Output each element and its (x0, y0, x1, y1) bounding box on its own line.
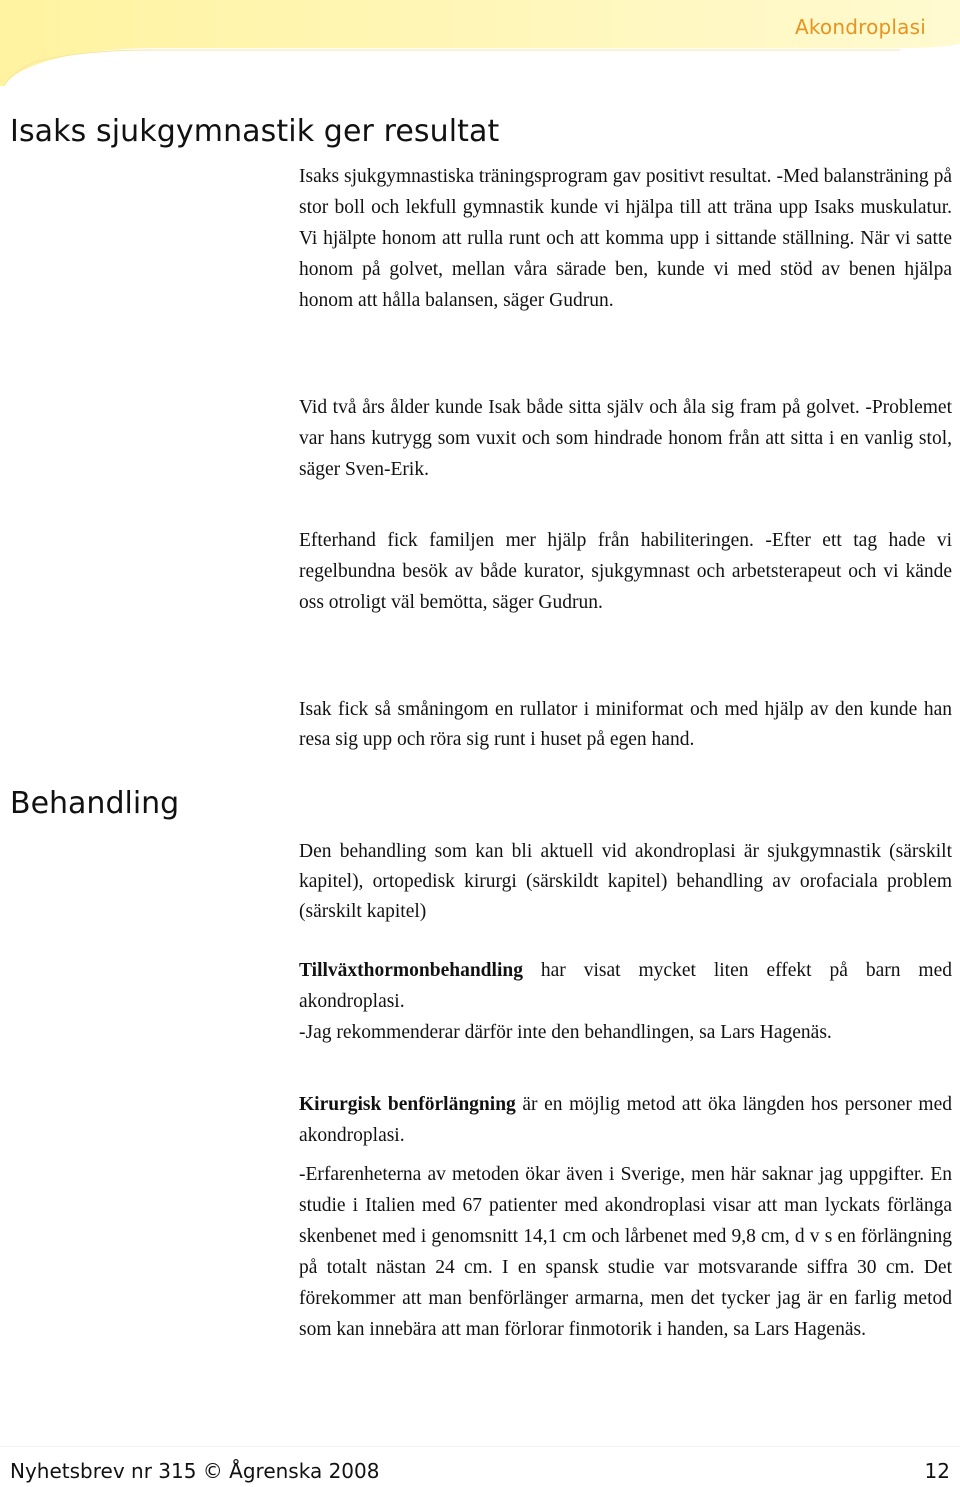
paragraph (299, 525, 952, 618)
paragraph (299, 161, 952, 316)
paragraph (299, 1159, 952, 1345)
paragraph (299, 1089, 952, 1151)
paragraph-text: -Jag rekommenderar därför inte den behandlingen, sa Lars Hagenäs. (299, 1022, 832, 1043)
paragraph-text: Efterhand fick familjen mer hjälp från habiliteringen. -Efter ett tag hade vi regelbundna besök av både kurator, sjukgymnast och arbetsterapeut och vi kände oss otroligt väl bemötta, säger Gudrun. (299, 530, 952, 613)
paragraph-text: Isak fick så småningom en rullator i miniformat och med hjälp av den kunde han resa sig upp och röra sig runt i huset på egen hand. (299, 699, 952, 750)
paragraph-text (299, 1089, 952, 1151)
paragraph-text: Vid två års ålder kunde Isak både sitta själv och åla sig fram på golvet. -Problemet var hans kutrygg som vuxit och som hindrade honom från att sitta i en vanlig stol, säger Sven-Erik. (299, 397, 952, 480)
header-title: Akondroplasi (794, 15, 926, 39)
paragraph (299, 392, 952, 485)
paragraph (299, 695, 952, 755)
paragraph-text (299, 955, 952, 1017)
paragraph-text: Den behandling som kan bli aktuell vid akondroplasi är sjukgymnastik (särskilt kapitel), ortopedisk kirurgi (särskildt kapitel) behandling av orofaciala problem (särskilt kapitel) (299, 841, 952, 922)
page-number: 12 (924, 1459, 950, 1483)
bold-term: Tillväxthormonbehandling (299, 960, 523, 981)
paragraph (299, 837, 952, 927)
header-banner (0, 0, 960, 86)
footer-publication: Nyhetsbrev nr 315 © Ågrenska 2008 (10, 1459, 380, 1483)
banner-shape (0, 0, 960, 86)
bold-term: Kirurgisk benförlängning (299, 1094, 516, 1115)
footer-divider (0, 1446, 960, 1447)
section-heading-behandling: Behandling (10, 786, 180, 821)
paragraph (299, 955, 952, 1048)
paragraph-continuation: har visat mycket liten effekt på barn med akondroplasi. (299, 960, 952, 1012)
section-heading-isak: Isaks sjukgymnastik ger resultat (10, 114, 500, 149)
paragraph-text: -Erfarenheterna av metoden ökar även i Sverige, men här saknar jag uppgifter. En studie i Italien med 67 patienter med akondroplasi visar att man lyckats förlänga skenbenet med i genomsnitt 14,1 cm och lårbenet med 9,8 cm, d v s en förlängning på totalt nästan 24 cm. I en spansk studie var motsvarande siffra 30 cm. Det förekommer att man benförlänger armarna, men det tycker jag är en farlig metod som kan innebära att man förlorar finmotorik i handen, sa Lars Hagenäs. (299, 1164, 952, 1340)
paragraph-text: Isaks sjukgymnastiska träningsprogram gav positivt resultat. -Med balansträning på stor boll och lekfull gymnastik kunde vi hjälpa till att träna upp Isaks muskulatur. Vi hjälpte honom att rulla runt och att komma upp i sittande ställning. När vi satte honom på golvet, mellan våra särade ben, kunde vi med stöd av benen hjälpa honom att hålla balansen, säger Gudrun. (299, 166, 952, 311)
paragraph-continuation: är en möjlig metod att öka längden hos personer med akondroplasi. (299, 1094, 952, 1146)
